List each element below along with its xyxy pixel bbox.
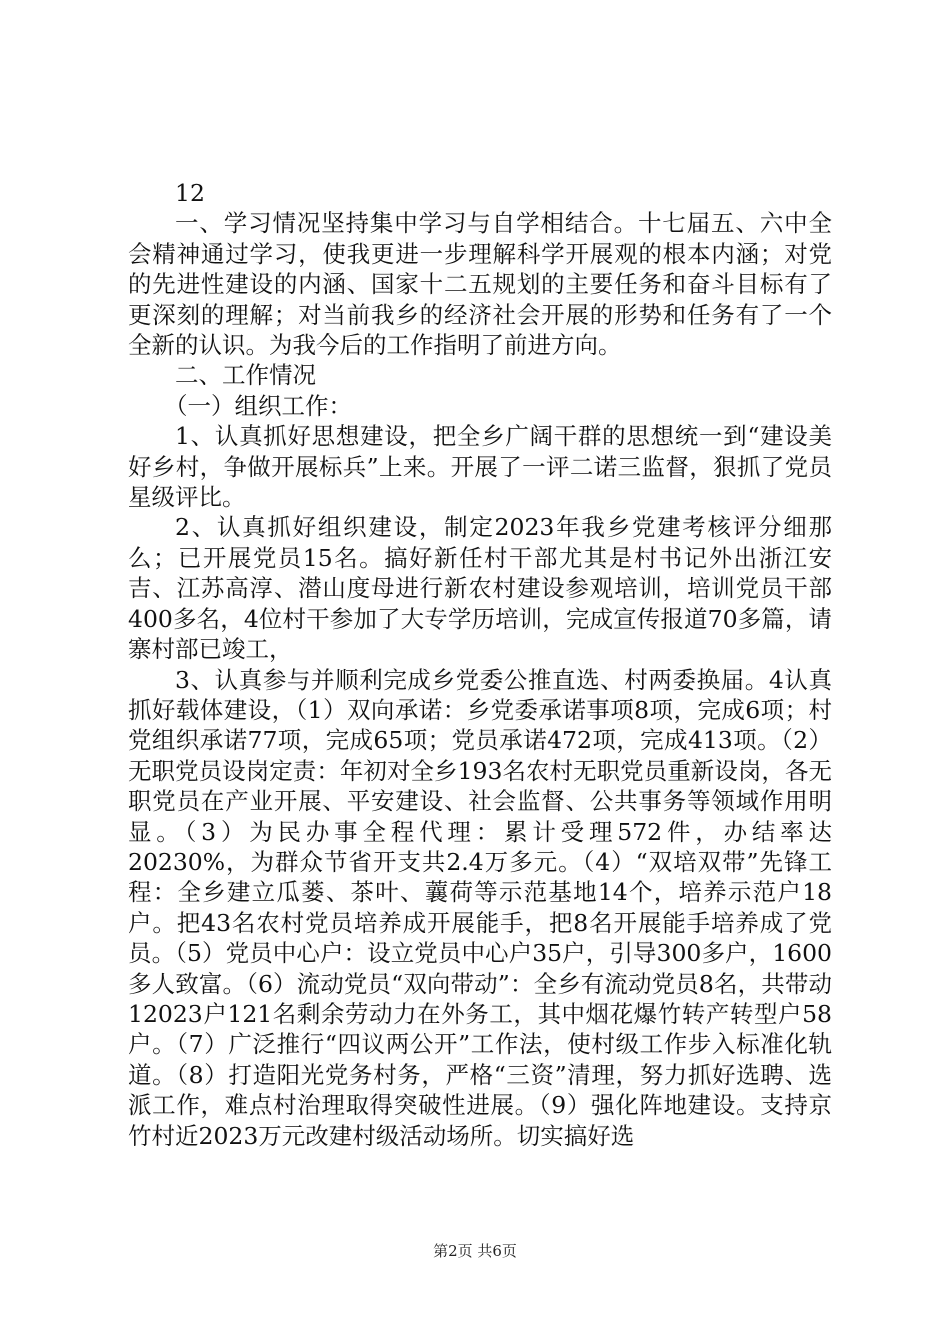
- page-number-marker: 12: [175, 179, 205, 207]
- document-body: [128, 178, 832, 1151]
- paragraph-item-3: 3、认真参与并顺利完成乡党委公推直选、村两委换届。4认真抓好载体建设，（1）双向承诺：乡党委承诺事项8项，完成6项；村党组织承诺77项，完成65项；党员承诺472项，完成413项。（2）无职党员设岗定责：年初对全乡193名农村无职党员重新设岗，各无职党员在产业开展、平安建设、社会监督、公共事务等领域作用明显。（3）为民办事全程代理：累计受理572件，办结率达20230%，为群众节省开支共2.4万多元。（4）“双培双带”先锋工程：全乡建立瓜蒌、茶叶、蘘荷等示范基地14个，培养示范户18户。把43名农村党员培养成开展能手，把8名开展能手培养成了党员。（5）党员中心户：设立党员中心户35户，引导300多户，1600多人致富。（6）流动党员“双向带动”：全乡有流动党员8名，共带动12023户121名剩余劳动力在外务工，其中烟花爆竹转产转型户58户。（7）广泛推行“四议两公开”工作法，使村级工作步入标准化轨道。（8）打造阳光党务村务，严格“三资”清理，努力抓好选聘、选派工作，难点村治理取得突破性进展。（9）强化阵地建设。支持京竹村近2023万元改建村级活动场所。切实搞好选: [128, 665, 832, 1150]
- section-heading-work: 二、工作情况: [175, 361, 316, 390]
- paragraph-item-1: 1、认真抓好思想建设，把全乡广阔干群的思想统一到“建设美好乡村，争做开展标兵”上来。开展了一评二诺三监督，狠抓了党员星级评比。: [128, 422, 832, 512]
- subsection-heading-organization: （一）组织工作：: [164, 391, 352, 420]
- paragraph-study-situation: 一、学习情况坚持集中学习与自学相结合。十七届五、六中全会精神通过学习，使我更进一步理解科学开展观的根本内涵；对党的先进性建设的内涵、国家十二五规划的主要任务和奋斗目标有了更深刻的理解；对当前我乡的经济社会开展的形势和任务有了一个全新的认识。为我今后的工作指明了前进方向。: [128, 209, 832, 360]
- page-footer: 第2页 共6页: [433, 1242, 517, 1260]
- paragraph-item-2: 2、认真抓好组织建设，制定2023年我乡党建考核评分细那么；已开展党员15名。搞好新任村干部尤其是村书记外出浙江安吉、江苏高淳、潜山度母进行新农村建设参观培训，培训党员干部400多名，4位村干参加了大专学历培训，完成宣传报道70多篇，请寨村部已竣工，: [128, 513, 832, 664]
